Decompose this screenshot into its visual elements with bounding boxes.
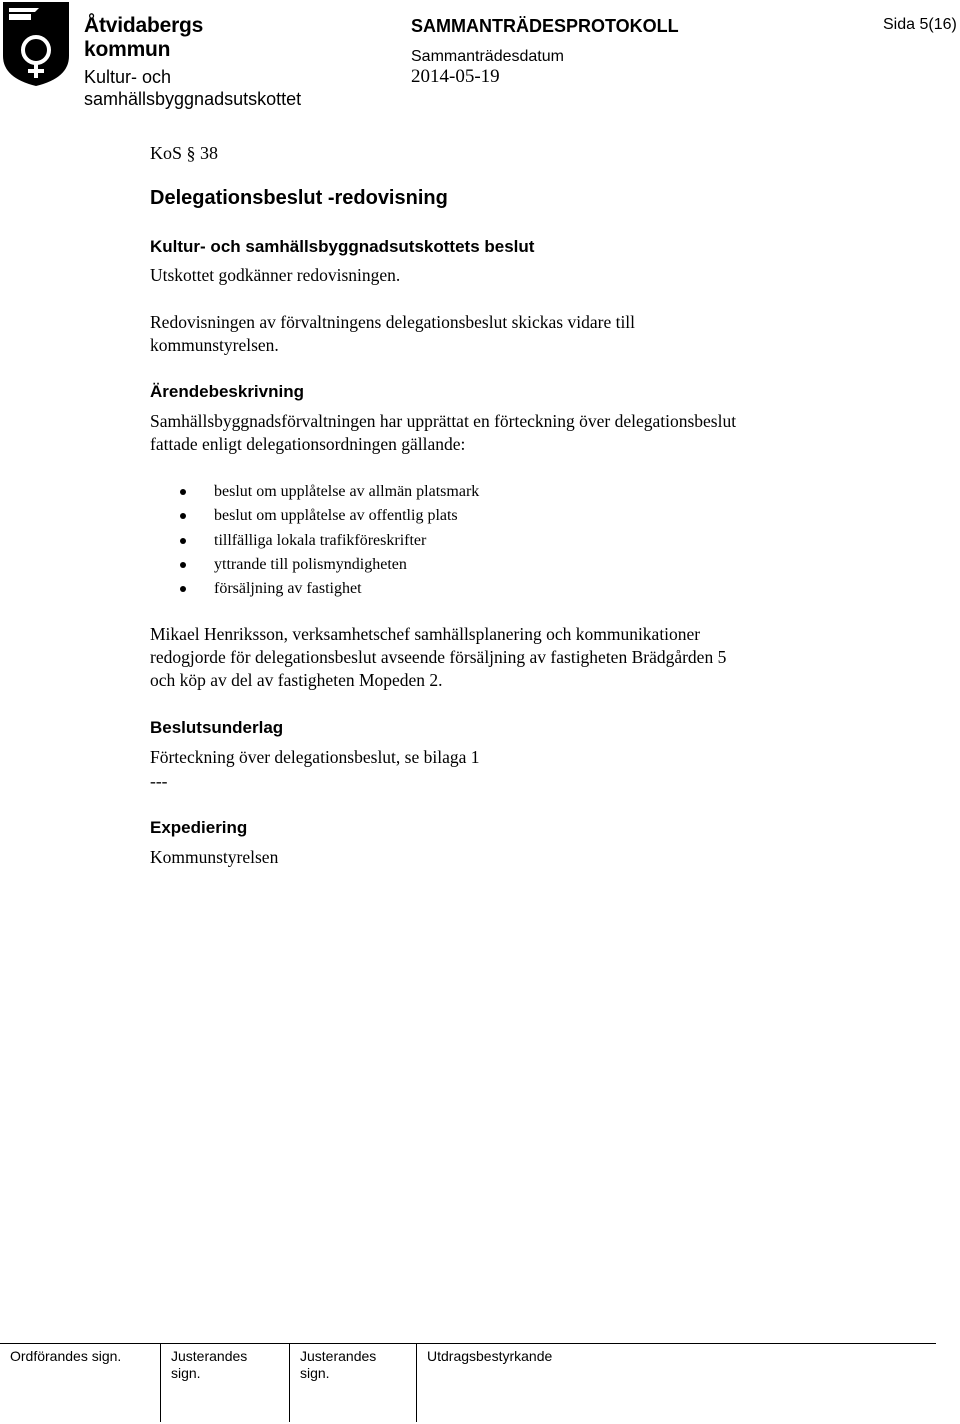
chair-signature-box [0, 1344, 160, 1422]
adjuster-signature-label-line1: Justerandes [171, 1348, 248, 1364]
bullet-icon [180, 562, 186, 568]
list-item [180, 529, 479, 553]
separator-dashes: --- [150, 771, 168, 791]
adjuster-signature-box [160, 1344, 289, 1422]
decision-forward-text [150, 311, 635, 357]
bullet-icon [180, 513, 186, 519]
list-item [180, 504, 479, 528]
meeting-date-label: Sammanträdesdatum [411, 48, 564, 65]
bullet-icon [180, 489, 186, 495]
municipality-name-line1: Åtvidabergs [84, 14, 204, 37]
report-paragraph [150, 623, 726, 692]
chair-signature-label: Ordförandes sign. [10, 1348, 122, 1364]
list-item [180, 553, 479, 577]
list-item-text: beslut om upplåtelse av offentlig plats [214, 507, 458, 525]
page-heading: Delegationsbeslut -redovisning [150, 187, 448, 209]
signature-footer [0, 1343, 936, 1422]
report-line2: redogjorde för delegationsbeslut avseende försäljning av fastigheten Brädgården 5 [150, 647, 727, 667]
description-text [150, 410, 736, 456]
list-item-text: tillfälliga lokala trafikföreskrifter [214, 531, 427, 549]
decision-heading: Kultur- och samhällsbyggnadsutskottets beslut [150, 237, 535, 256]
description-line2: fattade enligt delegationsordningen gällande: [150, 434, 466, 454]
bullet-icon [180, 538, 186, 544]
extract-certification-label: Utdragsbestyrkande [427, 1348, 553, 1364]
page-number: Sida 5(16) [883, 16, 957, 33]
extract-certification-box [416, 1344, 936, 1422]
decision-forward-line1: Redovisningen av förvaltningens delegationsbeslut skickas vidare till [150, 312, 636, 332]
municipality-logo [1, 0, 71, 88]
adjuster-signature-label-line2: sign. [171, 1365, 201, 1381]
committee-name-line2: samhällsbyggnadsutskottet [84, 89, 302, 109]
decision-text: Utskottet godkänner redovisningen. [150, 265, 401, 285]
adjuster-signature-label-line2: sign. [300, 1365, 330, 1381]
list-item [180, 480, 479, 504]
section-number: KoS § 38 [150, 143, 219, 163]
decision-forward-line2: kommunstyrelsen. [150, 335, 279, 355]
report-line1: Mikael Henriksson, verksamhetschef samhällsplanering och kommunikationer [150, 624, 701, 644]
meeting-date-value: 2014-05-19 [411, 66, 500, 87]
municipality-name-line2: kommun [84, 38, 171, 61]
basis-text: Förteckning över delegationsbeslut, se bilaga 1 [150, 747, 480, 767]
list-item [180, 577, 479, 601]
adjuster-signature-label-line1: Justerandes [300, 1348, 377, 1364]
list-item-text: yttrande till polismyndigheten [214, 555, 407, 573]
decision-types-list [180, 480, 479, 601]
basis-heading: Beslutsunderlag [150, 718, 284, 737]
list-item-text: försäljning av fastighet [214, 580, 362, 598]
document-title: SAMMANTRÄDESPROTOKOLL [411, 16, 679, 36]
expedition-heading: Expediering [150, 818, 248, 837]
committee-name-line1: Kultur- och [84, 67, 172, 87]
municipality-name [84, 14, 203, 62]
report-line3: och köp av del av fastigheten Mopeden 2. [150, 670, 443, 690]
description-heading: Ärendebeskrivning [150, 382, 304, 401]
description-line1: Samhällsbyggnadsförvaltningen har upprättat en förteckning över delegationsbeslut [150, 411, 737, 431]
expedition-text: Kommunstyrelsen [150, 847, 279, 867]
list-item-text: beslut om upplåtelse av allmän platsmark [214, 483, 480, 500]
committee-name [84, 66, 301, 110]
adjuster-signature-box [289, 1344, 416, 1422]
bullet-icon [180, 586, 186, 592]
